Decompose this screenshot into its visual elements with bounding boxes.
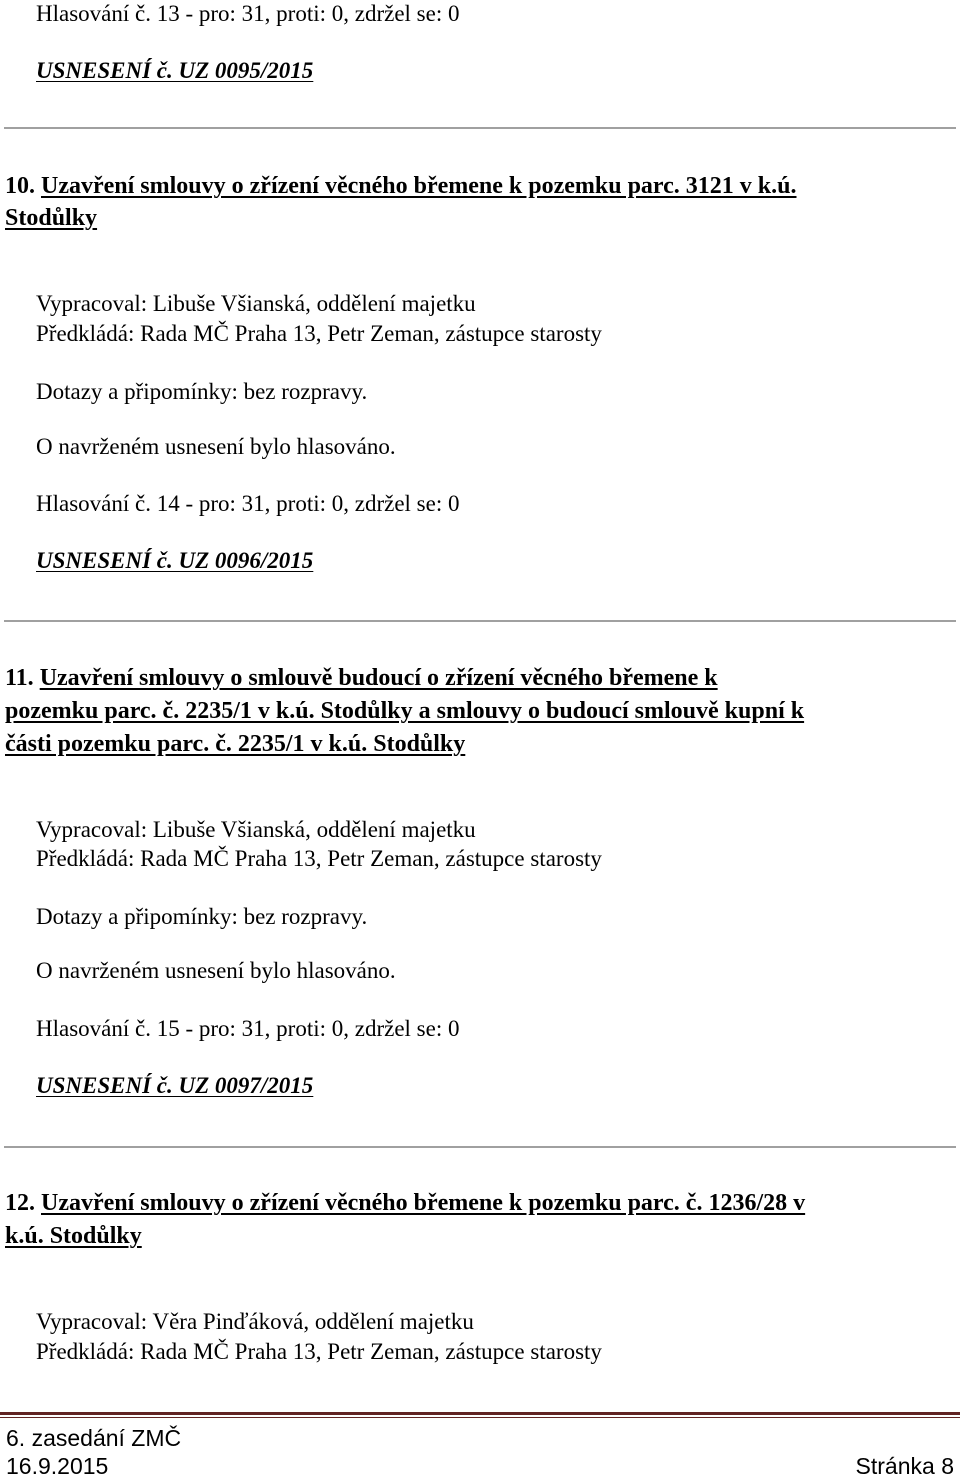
section-divider <box>4 127 956 129</box>
footer-divider <box>0 1417 960 1418</box>
item-title: pozemku parc. č. 2235/1 v k.ú. Stodůlky a smlouvy o budoucí smlouvě kupní k <box>5 698 805 724</box>
item-10-heading-cont <box>5 202 97 235</box>
discussion-note: Dotazy a připomínky: bez rozpravy. <box>36 904 368 929</box>
item-title: k.ú. Stodůlky <box>5 1223 142 1249</box>
item-12-heading <box>5 1187 805 1220</box>
item-title: Uzavření smlouvy o zřízení věcného břemene k pozemku parc. 3121 v k.ú. <box>41 173 797 199</box>
prepared-by: Vypracoval: Libuše Všianská, oddělení majetku <box>36 291 476 316</box>
item-11-heading-cont <box>5 695 804 728</box>
submitted-by: Předkládá: Rada MČ Praha 13, Petr Zeman, zástupce starosty <box>36 1339 602 1364</box>
resolution-number-0095: USNESENÍ č. UZ 0095/2015 <box>36 58 314 83</box>
submitted-by: Předkládá: Rada MČ Praha 13, Petr Zeman, zástupce starosty <box>36 321 602 346</box>
item-title: Uzavření smlouvy o smlouvě budoucí o zřízení věcného břemene k <box>39 665 718 691</box>
resolution-number-0096: USNESENÍ č. UZ 0096/2015 <box>36 548 314 573</box>
item-12-heading-cont <box>5 1220 142 1253</box>
item-10-heading <box>5 170 797 203</box>
item-number: 12. <box>5 1190 35 1216</box>
section-divider <box>4 620 956 622</box>
prepared-by: Vypracoval: Libuše Všianská, oddělení majetku <box>36 817 476 842</box>
resolution-number-0097: USNESENÍ č. UZ 0097/2015 <box>36 1073 314 1098</box>
item-title: Uzavření smlouvy o zřízení věcného břemene k pozemku parc. č. 1236/28 v <box>41 1190 806 1216</box>
item-title: části pozemku parc. č. 2235/1 v k.ú. Stodůlky <box>5 731 466 757</box>
item-title: Stodůlky <box>5 205 98 231</box>
vote-result-13: Hlasování č. 13 - pro: 31, proti: 0, zdržel se: 0 <box>36 1 460 26</box>
prepared-by: Vypracoval: Věra Pinďáková, oddělení majetku <box>36 1309 474 1334</box>
item-11-heading <box>5 662 718 695</box>
footer-session: 6. zasedání ZMČ <box>6 1425 182 1451</box>
voting-note: O navrženém usnesení bylo hlasováno. <box>36 958 396 983</box>
item-number: 11. <box>5 665 34 691</box>
footer-date: 16.9.2015 <box>6 1453 109 1479</box>
submitted-by: Předkládá: Rada MČ Praha 13, Petr Zeman, zástupce starosty <box>36 846 602 871</box>
item-number: 10. <box>5 173 35 199</box>
section-divider <box>4 1146 956 1148</box>
footer-divider <box>0 1412 960 1415</box>
discussion-note: Dotazy a připomínky: bez rozpravy. <box>36 379 368 404</box>
item-11-heading-cont <box>5 728 465 761</box>
voting-note: O navrženém usnesení bylo hlasováno. <box>36 434 396 459</box>
vote-result-15: Hlasování č. 15 - pro: 31, proti: 0, zdržel se: 0 <box>36 1016 460 1041</box>
vote-result-14: Hlasování č. 14 - pro: 31, proti: 0, zdržel se: 0 <box>36 491 460 516</box>
footer-page-number: Stránka 8 <box>855 1453 954 1479</box>
